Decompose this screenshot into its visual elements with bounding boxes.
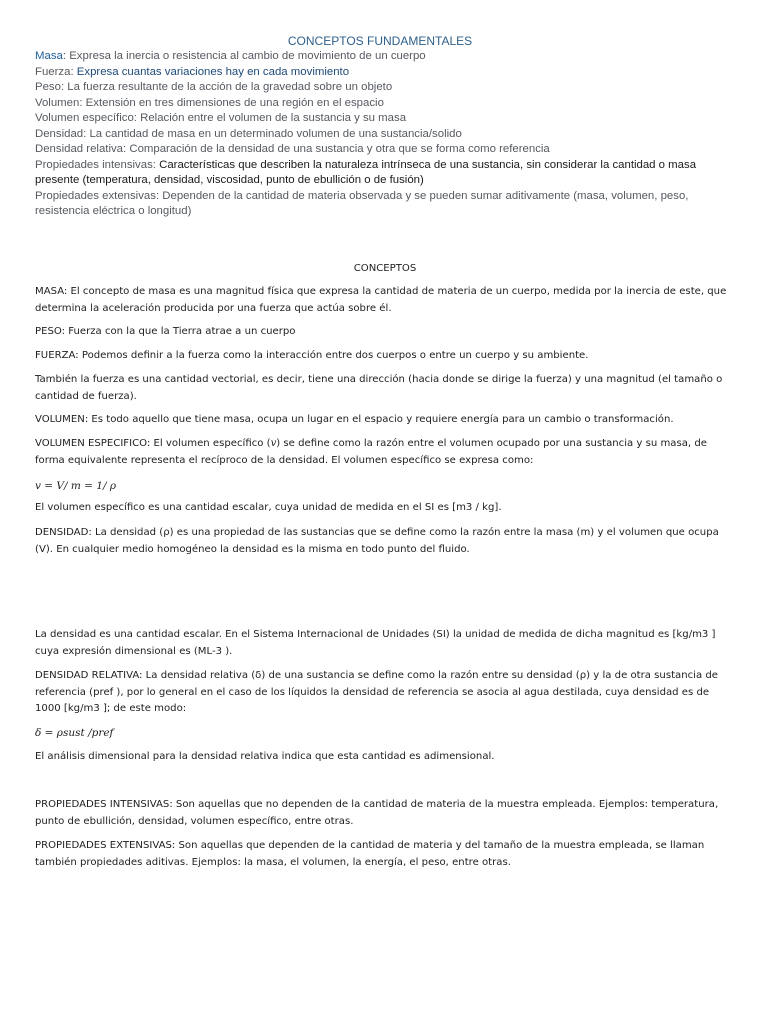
- paragraph-masa: MASA: El concepto de masa es una magnitud física que expresa la cantidad de materia de un cuerpo, medida por la inercia de este, que determina la aceleración producida por una fuerza que actúa sobre él.: [35, 286, 727, 314]
- summary-fuerza: [35, 65, 735, 81]
- fuerza-term: Fuerza:: [35, 65, 77, 78]
- masa-term: Masa: [35, 50, 63, 62]
- summary-volumen-especifico: Volumen específico: Relación entre el volumen de la sustancia y su masa: [35, 112, 407, 124]
- paragraph-densidad-escalar: La densidad es una cantidad escalar. En el Sistema Internacional de Unidades (SI) la unidad de medida de dicha magnitud es [kg/m3 ] cuya expresión dimensional es (ML-3 ).: [35, 629, 716, 657]
- summary-peso: Peso: La fuerza resultante de la acción de la gravedad sobre un objeto: [35, 81, 393, 93]
- summary-masa: [35, 49, 735, 65]
- concepts-title: CONCEPTOS: [353, 263, 417, 274]
- fuerza-text: Expresa cuantas variaciones hay en cada movimiento: [76, 65, 350, 78]
- volumen-especifico-rest: ) se define como la razón entre el volumen ocupado por una sustancia y su masa, de forma equivalente representa el recíproco de la densidad. El volumen específico se expresa como:: [35, 438, 707, 466]
- paragraph-volumen-unidad: El volumen específico es una cantidad escalar, cuya unidad de medida en el SI es [m3 / kg].: [35, 502, 502, 513]
- paragraph-peso: PESO: Fuerza con la que la Tierra atrae a un cuerpo: [35, 326, 296, 337]
- volumen-especifico-symbol: v: [270, 438, 277, 449]
- masa-text: : Expresa la inercia o resistencia al cambio de movimiento de un cuerpo: [62, 50, 426, 62]
- paragraph-analisis: El análisis dimensional para la densidad relativa indica que esta cantidad es adimensional.: [35, 751, 495, 762]
- paragraph-volumen-especifico: [35, 436, 735, 469]
- formula-volumen-especifico: v = V/ m = 1/ ρ: [35, 480, 117, 492]
- summary-volumen: Volumen: Extensión en tres dimensiones de una región en el espacio: [35, 96, 384, 109]
- summary-densidad: Densidad: La cantidad de masa en un determinado volumen de una sustancia/solido: [35, 127, 462, 140]
- summary-extensivas: Propiedades extensivas: Dependen de la cantidad de materia observada y se pueden sumar aditivamente (masa, volumen, peso, resistencia eléctrica o longitud): [35, 189, 689, 217]
- paragraph-propiedades-extensivas: PROPIEDADES EXTENSIVAS: Son aquellas que dependen de la cantidad de materia y del tamaño de la muestra empleada, se llaman también propiedades aditivas. Ejemplos: la masa, el volumen, la energía, el peso, entre otras.: [35, 840, 705, 868]
- intensivas-term: Propiedades intensivas:: [35, 158, 160, 171]
- paragraph-densidad: DENSIDAD: La densidad (ρ) es una propiedad de las sustancias que se define como la razón entre la masa (m) y el volumen que ocupa (V). En cualquier medio homogéneo la densidad es la misma en todo punto del fluido.: [35, 527, 719, 555]
- summary-section: [35, 34, 735, 220]
- formula-densidad-relativa: δ = ρsust /pref: [35, 727, 114, 739]
- paragraph-densidad-relativa: DENSIDAD RELATIVA: La densidad relativa (δ) de una sustancia se define como la razón entre su densidad (ρ) y la de otra sustancia de referencia (pref ), por lo general en el caso de los líquidos la densidad de referencia se asocia al agua destilada, cuya densidad es de 1000 [kg/m3 ]; de este modo:: [35, 670, 718, 714]
- paragraph-volumen: VOLUMEN: Es todo aquello que tiene masa, ocupa un lugar en el espacio y requiere energía para un cambio o transformación.: [35, 414, 674, 425]
- paragraph-fuerza-vectorial: También la fuerza es una cantidad vectorial, es decir, tiene una dirección (hacia donde se dirige la fuerza) y una magnitud (el tamaño o cantidad de fuerza).: [35, 374, 723, 402]
- intensivas-text: Características que describen la naturaleza intrínseca de una sustancia, sin considerar la cantidad o masa presente (temperatura, densidad, viscosidad, punto de ebullición o de fusión): [35, 158, 697, 186]
- paragraph-fuerza: FUERZA: Podemos definir a la fuerza como la interacción entre dos cuerpos o entre un cuerpo y su ambiente.: [35, 350, 589, 361]
- summary-title: CONCEPTOS FUNDAMENTALES: [287, 34, 473, 48]
- summary-intensivas: [35, 158, 735, 189]
- summary-densidad-relativa: Densidad relativa: Comparación de la densidad de una sustancia y otra que se forma como referencia: [35, 143, 550, 155]
- paragraph-propiedades-intensivas: PROPIEDADES INTENSIVAS: Son aquellas que no dependen de la cantidad de materia de la muestra empleada. Ejemplos: temperatura, punto de ebullición, densidad, volumen específico, entre otras.: [35, 799, 719, 827]
- volumen-especifico-lead: VOLUMEN ESPECIFICO: El volumen específico (: [35, 438, 271, 449]
